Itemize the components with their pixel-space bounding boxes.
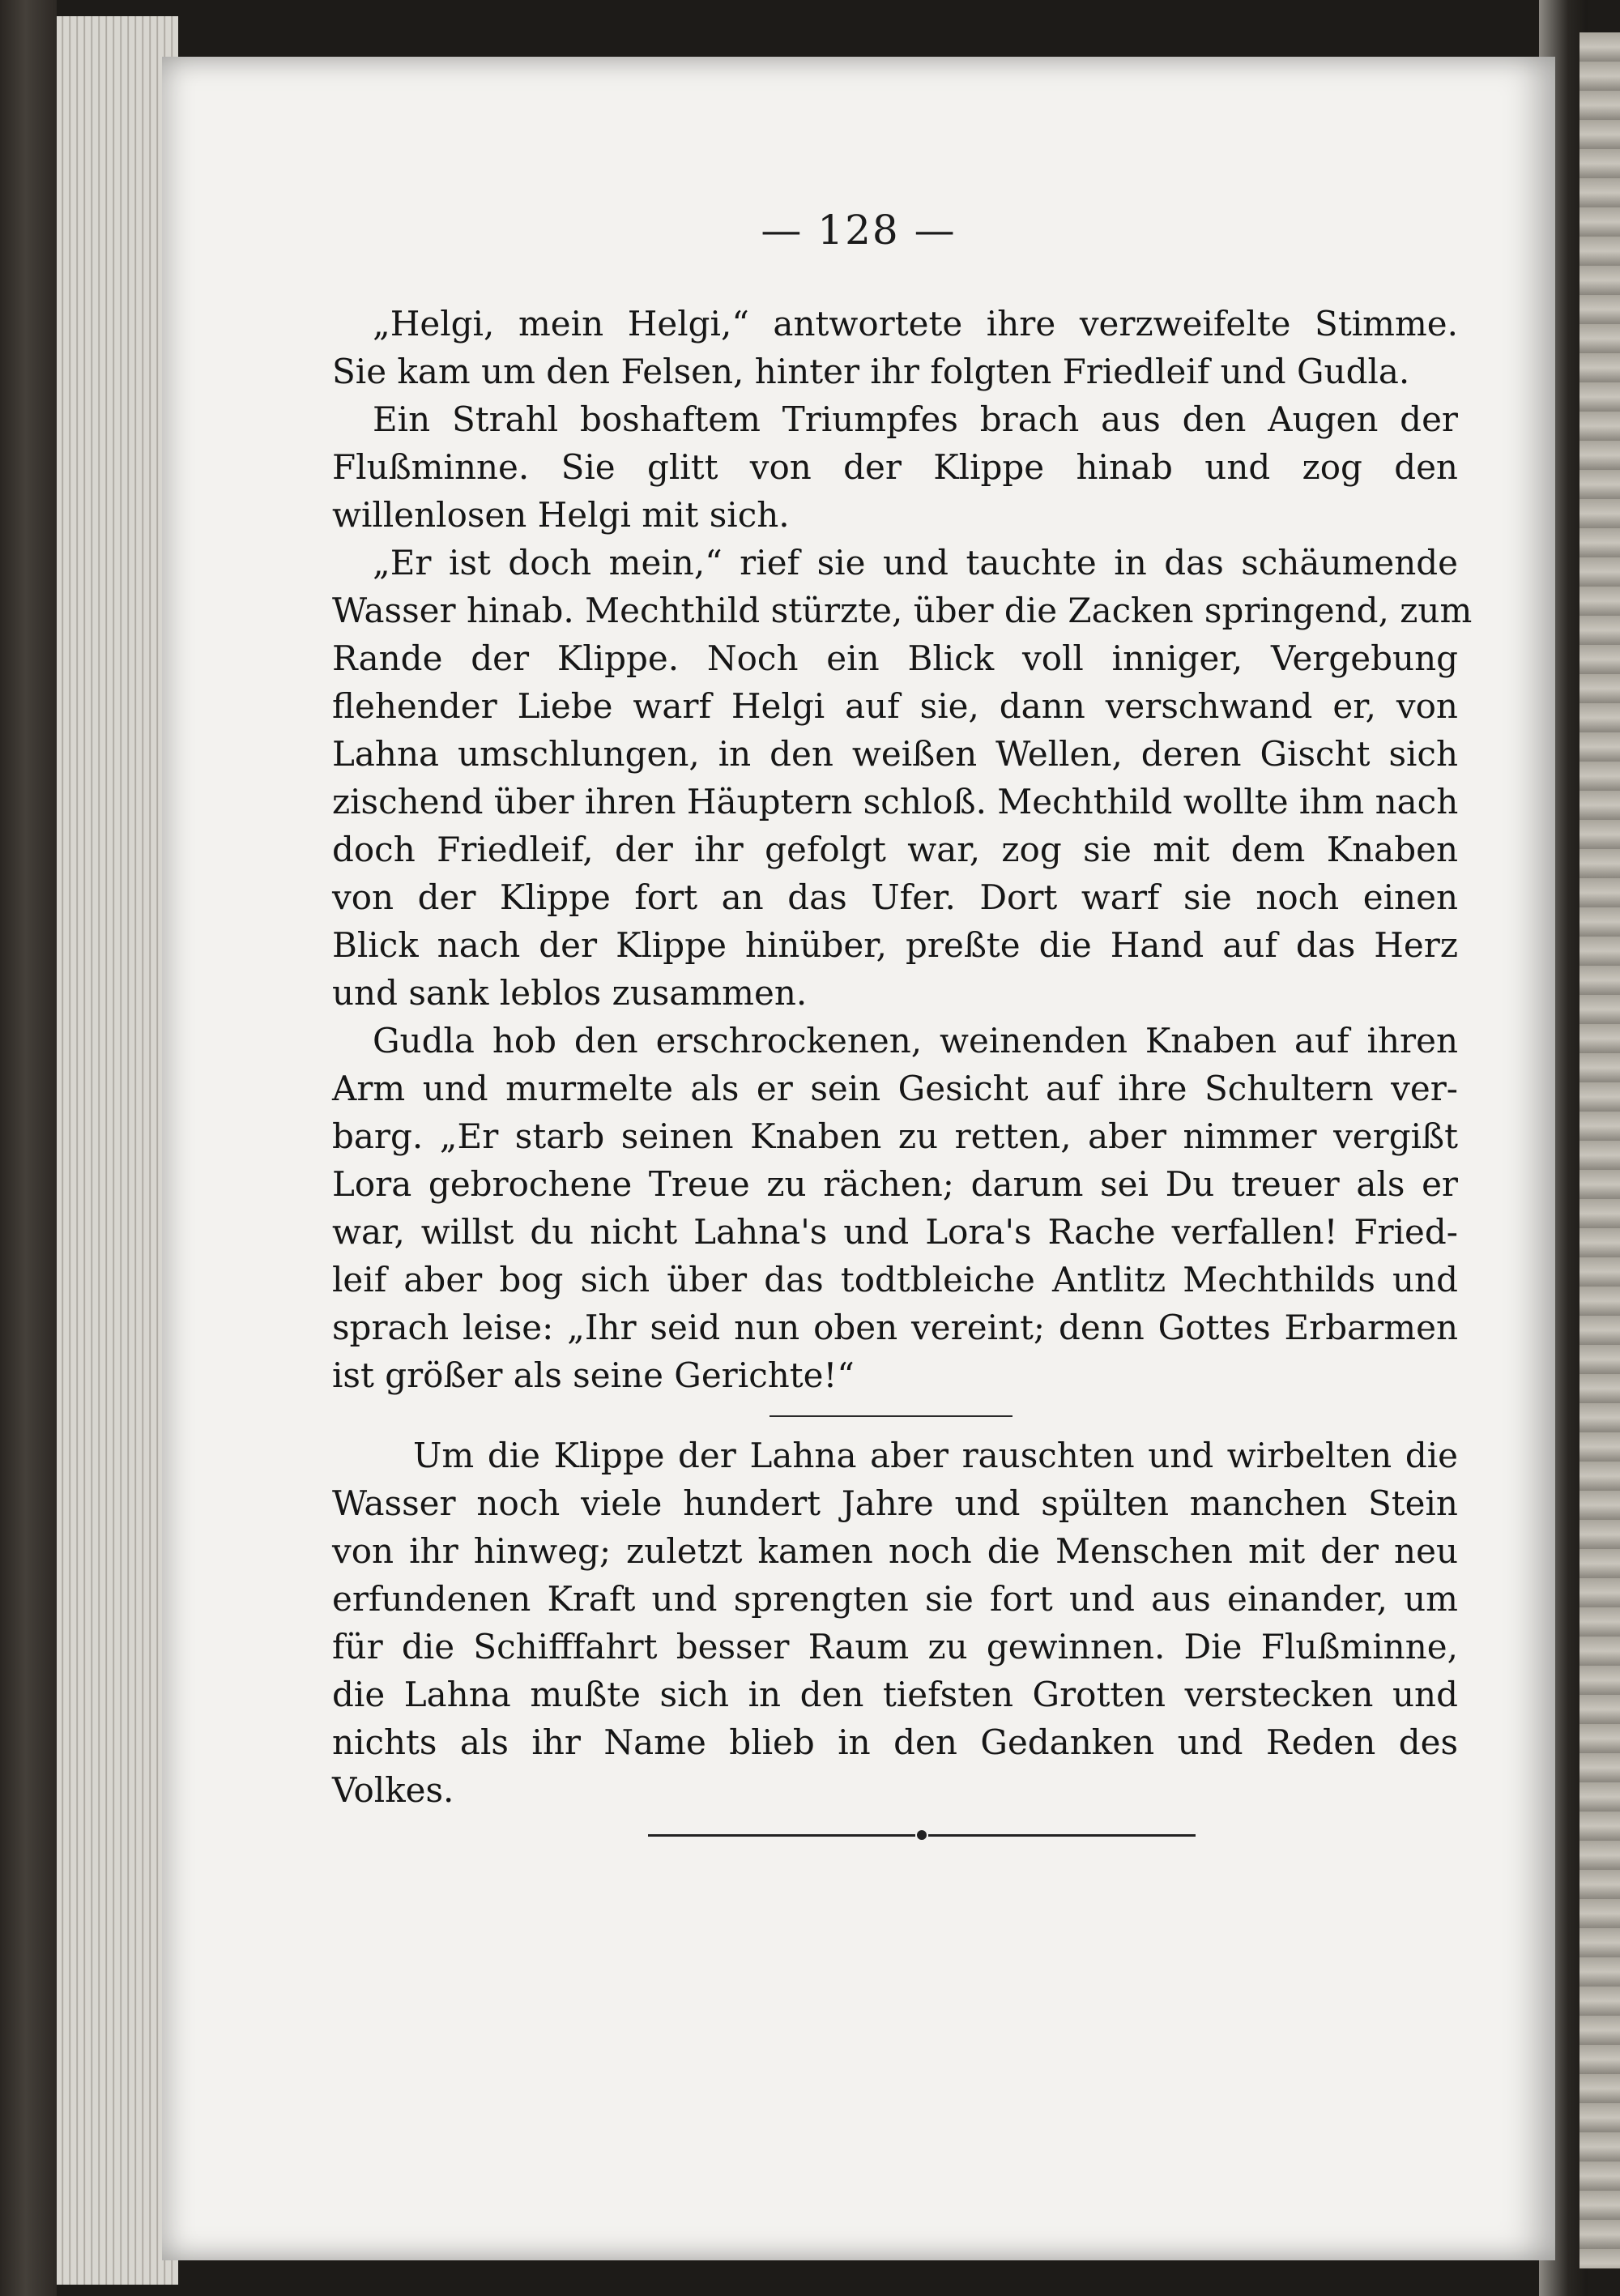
text-line: die Lahna mußte sich in den tiefsten Grotten verstecken und [332,1675,1458,1714]
text-line: Gudla hob den erschrockenen, weinenden Knaben auf ihren [373,1021,1458,1061]
text-line: von ihr hinweg; zuletzt kamen noch die Menschen mit der neu [332,1531,1458,1571]
next-page-edge [1580,32,1620,2268]
text-line: leif aber bog sich über das todtbleiche Antlitz Mechthilds und [332,1260,1458,1300]
ornament-dot [917,1830,927,1840]
page-text [332,300,1473,1843]
text-line: willenlosen Helgi mit sich. [332,495,790,535]
book-page [162,57,1555,2260]
text-line: Rande der Klippe. Noch ein Blick voll inniger, Vergebung [332,638,1458,678]
text-line: ist größer als seine Gerichte!“ [332,1355,855,1395]
text-line: von der Klippe fort an das Ufer. Dort warf sie noch einen [332,877,1458,917]
text-line: barg. „Er starb seinen Knaben zu retten, aber nimmer vergißt [332,1116,1458,1156]
page-number: — 128 — [761,207,957,254]
text-line: flehender Liebe warf Helgi auf sie, dann verschwand er, von [332,686,1458,726]
text-line: nichts als ihr Name blieb in den Gedanken und Reden des [332,1722,1458,1762]
text-line: Flußminne. Sie glitt von der Klippe hinab und zog den [332,447,1458,487]
text-line: Sie kam um den Felsen, hinter ihr folgten Friedleif und Gudla. [332,352,1410,391]
text-line: Wasser hinab. Mechthild stürzte, über die Zacken springend, zum [332,591,1473,630]
text-line: „Er ist doch mein,“ rief sie und tauchte in das schäumende [373,543,1458,583]
text-line: doch Friedleif, der ihr gefolgt war, zog sie mit dem Knaben [332,830,1458,869]
text-line: für die Schifffahrt besser Raum zu gewinnen. Die Flußminne, [332,1627,1458,1667]
text-line: Ein Strahl boshaftem Triumpfes brach aus den Augen der [373,399,1458,439]
text-line: Blick nach der Klippe hinüber, preßte die Hand auf das Herz [332,925,1458,965]
ornament-rule-left [648,1834,915,1837]
text-line: Arm und murmelte als er sein Gesicht auf ihre Schultern ver- [332,1069,1458,1108]
text-line: Lora gebrochene Treue zu rächen; darum sei Du treuer als er [332,1164,1458,1204]
text-line: Volkes. [332,1770,454,1810]
text-line: Lahna umschlungen, in den weißen Wellen, deren Gischt sich [332,734,1458,774]
section-divider [770,1415,1013,1417]
end-ornament [648,1827,1199,1843]
text-line: und sank leblos zusammen. [332,973,808,1013]
text-line: erfundenen Kraft und sprengten sie fort und aus einander, um [332,1579,1458,1619]
text-line: sprach leise: „Ihr seid nun oben vereint; denn Gottes Erbarmen [332,1308,1458,1347]
text-line: war, willst du nicht Lahna's und Lora's Rache verfallen! Fried- [332,1212,1458,1252]
ornament-rule-right [928,1834,1196,1837]
text-line: Wasser noch viele hundert Jahre und spülten manchen Stein [332,1483,1458,1523]
book-binding [0,0,57,2296]
text-line: zischend über ihren Häuptern schloß. Mechthild wollte ihm nach [332,782,1459,822]
text-line: Um die Klippe der Lahna aber rauschten und wirbelten die [413,1436,1458,1475]
page-edges [57,16,178,2285]
text-line: „Helgi, mein Helgi,“ antwortete ihre verzweifelte Stimme. [373,304,1458,344]
